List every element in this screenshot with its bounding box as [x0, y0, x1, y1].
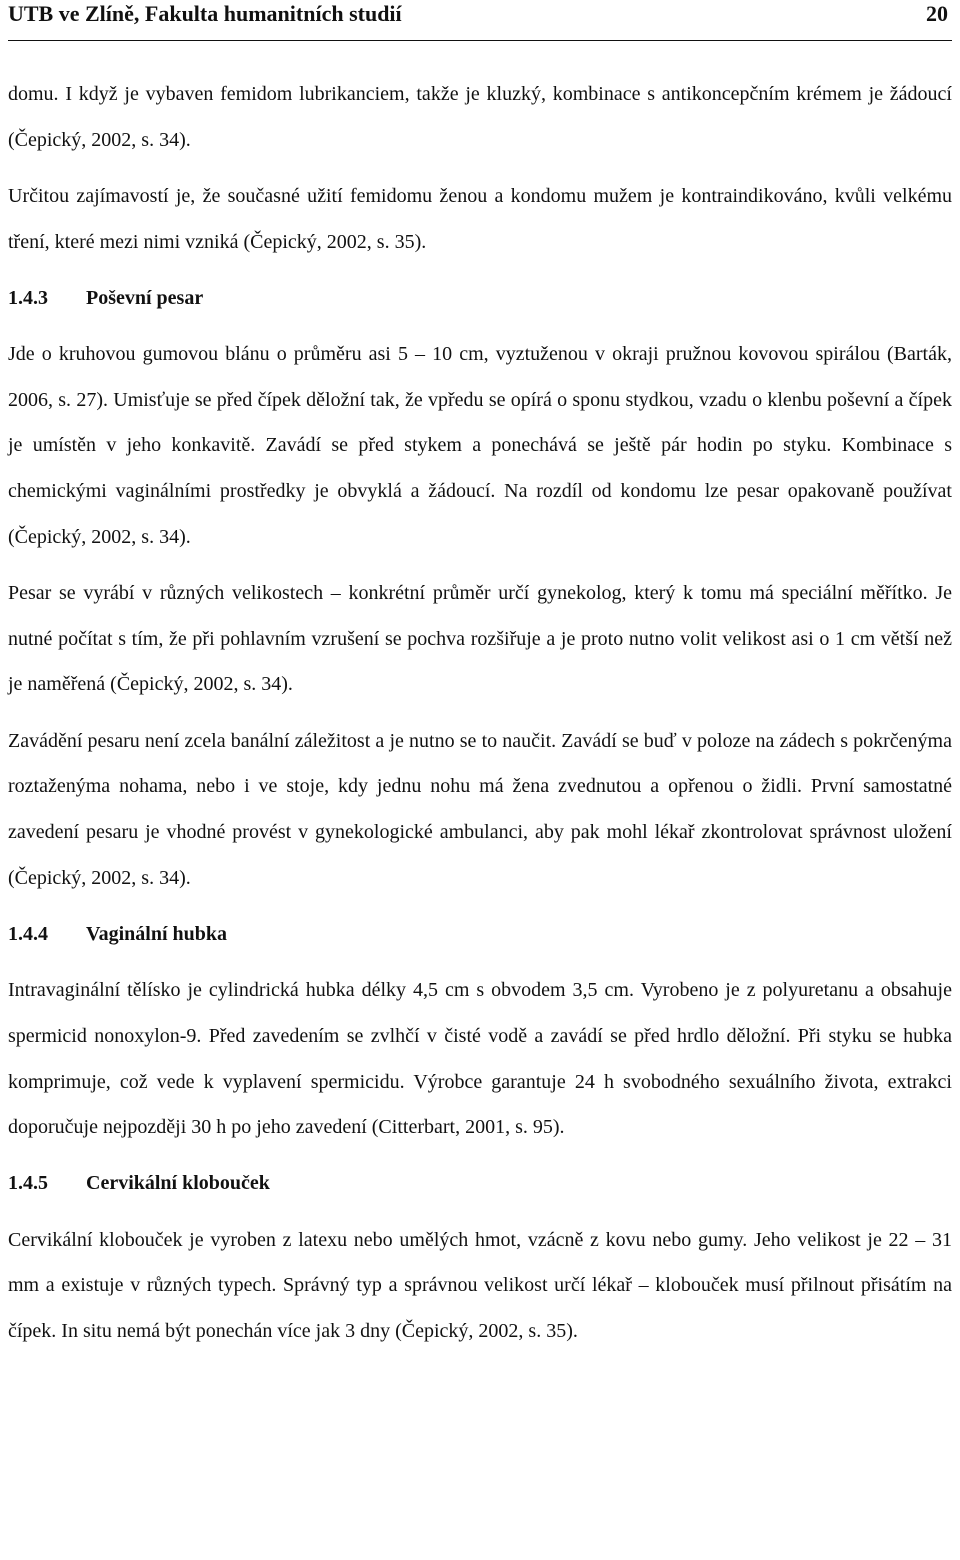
page-header — [8, 0, 952, 41]
page-body — [8, 72, 952, 1365]
paragraph-femidom-end: domu. I když je vybaven femidom lubrikanciem, takže je kluzký, kombinace s antikoncepčním krémem je žádoucí (Čepický, 2002, s. 34). — [8, 83, 952, 151]
paragraph-pesar-insertion: Zavádění pesaru není zcela banální záležitost a je nutno se to naučit. Zavádí se buď v poloze na zádech s pokrčenýma roztaženýma nohama, nebo i ve stoje, kdy jednu nohu má žena zvednutou a opřenou o židli. První samostatné zavedení pesaru je vhodné provést v gynekologické ambulanci, aby pak mohl lékař zkontrolovat správnost uložení (Čepický, 2002, s. 34). — [8, 729, 952, 889]
header-title: UTB ve Zlíně, Fakulta humanitních studií — [8, 1, 402, 26]
section-title: Poševní pesar — [86, 286, 204, 309]
paragraph-pesar-sizes: Pesar se vyrábí v různých velikostech – konkrétní průměr určí gynekolog, který k tomu má speciální měřítko. Je nutné počítat s tím, že při pohlavním vzrušení se pochva rozšiřuje a je proto nutno volit velikost asi o 1 cm větší než je naměřená (Čepický, 2002, s. 34). — [8, 582, 952, 696]
section-heading-pesar — [8, 276, 952, 322]
paragraph-hubka: Intravaginální tělísko je cylindrická hubka délky 4,5 cm s obvodem 3,5 cm. Vyrobeno je z polyuretanu a obsahuje spermicid nonoxylon-9. Před zavedením se zvlhčí v čisté vodě a zavádí se před hrdlo děložní. Při styku se hubka komprimuje, což vede k vyplavení spermicidu. Výrobce garantuje 24 h svobodného sexuálního života, extrakci doporučuje nejpozději 30 h po jeho zavedení (Citterbart, 2001, s. 95). — [8, 979, 952, 1139]
section-title: Cervikální klobouček — [86, 1172, 270, 1195]
paragraph-klobouček: Cervikální klobouček je vyroben z latexu nebo umělých hmot, vzácně z kovu nebo gumy. Jeho velikost je 22 – 31 mm a existuje v různých typech. Správný typ a správnou velikost určí lékař – klobouček musí přilnout přisátím na čípek. In situ nemá být ponechán více jak 3 dny (Čepický, 2002, s. 35). — [8, 1228, 952, 1343]
page-number: 20 — [926, 1, 948, 26]
section-title: Vaginální hubka — [86, 922, 228, 945]
paragraph-pesar-description: Jde o kruhovou gumovou blánu o průměru asi 5 – 10 cm, vyztuženou v okraji pružnou kovovou spirálou (Barták, 2006, s. 27). Umisťuje se před čípek děložní tak, že vpředu se opírá o sponu stydkou, vzadu o klenbu poševní a čípek je umístěn v jeho konkavitě. Zavádí se před stykem a ponechává se ještě pár hodin po styku. Kombinace s chemickými vaginálními prostředky je obvyklá a žádoucí. Na rozdíl od kondomu lze pesar opakovaně používat (Čepický, 2002, s. 34). — [8, 343, 952, 548]
section-number: 1.4.5 — [8, 1172, 48, 1195]
section-heading-klobouček — [8, 1161, 952, 1207]
paragraph-femidom-contraindication: Určitou zajímavostí je, že současné užití femidomu ženou a kondomu mužem je kontraindikováno, kvůli velkému tření, které mezi nimi vzniká (Čepický, 2002, s. 35). — [8, 184, 952, 253]
section-number: 1.4.4 — [8, 922, 48, 945]
section-heading-hubka — [8, 912, 952, 958]
section-number: 1.4.3 — [8, 286, 48, 309]
